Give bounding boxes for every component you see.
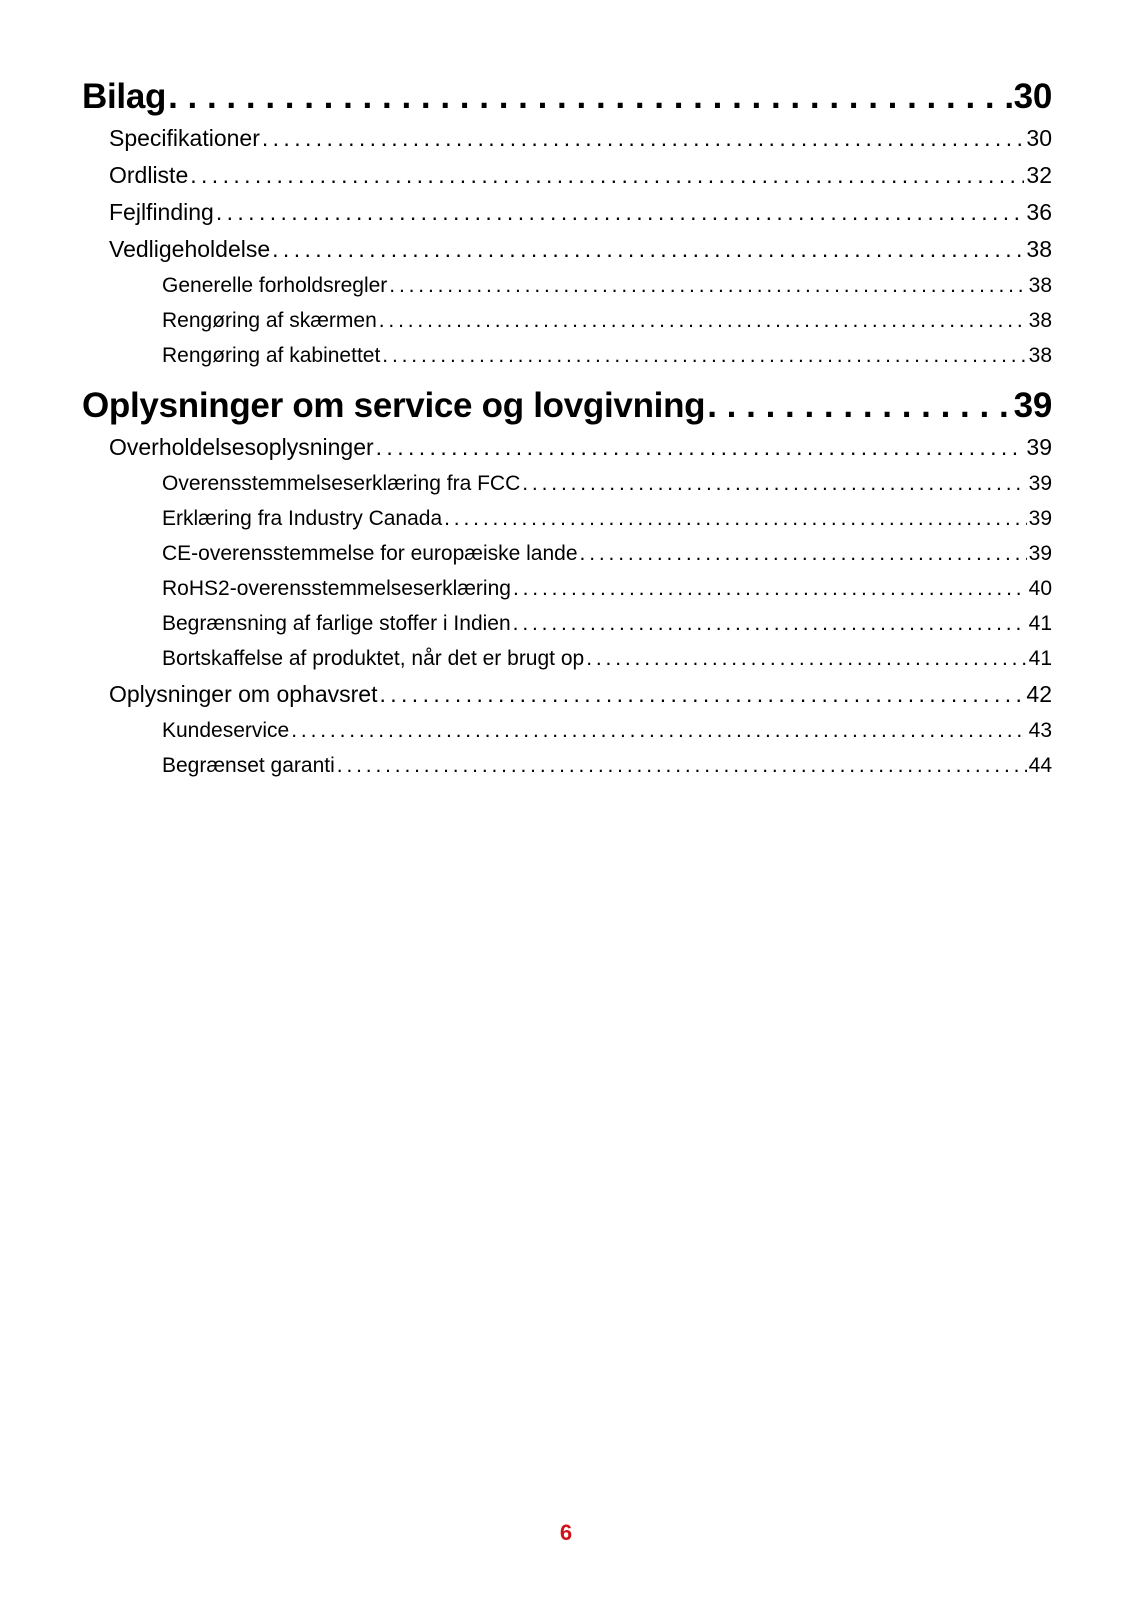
toc-entry-title: Specifikationer — [109, 125, 260, 151]
toc-entry-title: Rengøring af kabinettet — [162, 344, 381, 367]
dot-leader — [216, 194, 1025, 231]
toc-section[interactable] — [82, 231, 1052, 268]
toc-entry-page: 38 — [1028, 274, 1052, 297]
toc-entry-title: RoHS2-overensstemmelseserklæring — [162, 577, 511, 600]
toc-entry-page: 36 — [1026, 199, 1052, 225]
toc-entry-page: 39 — [1028, 472, 1052, 495]
toc-entry-page: 38 — [1026, 236, 1052, 262]
dot-leader — [379, 676, 1024, 713]
toc-entry-title: Bilag — [82, 77, 167, 116]
toc-subsection[interactable] — [82, 713, 1052, 748]
table-of-contents — [82, 74, 1052, 783]
dot-leader — [513, 606, 1027, 641]
toc-entry-page: 39 — [1026, 434, 1052, 460]
dot-leader — [379, 303, 1027, 338]
toc-entry-page: 38 — [1028, 309, 1052, 332]
toc-subsection[interactable] — [82, 466, 1052, 501]
toc-section[interactable] — [82, 120, 1052, 157]
dot-leader — [168, 74, 1012, 120]
dot-leader — [376, 429, 1025, 466]
dot-leader — [291, 713, 1026, 748]
dot-leader — [586, 641, 1026, 676]
toc-subsection[interactable] — [82, 571, 1052, 606]
toc-entry-page: 39 — [1028, 507, 1052, 530]
toc-entry-title: Generelle forholdsregler — [162, 274, 388, 297]
dot-leader — [580, 536, 1027, 571]
toc-subsection[interactable] — [82, 641, 1052, 676]
toc-entry-title: Overholdelsesoplysninger — [109, 434, 374, 460]
toc-subsection[interactable] — [82, 338, 1052, 373]
toc-section[interactable] — [82, 194, 1052, 231]
toc-entry-title: Vedligeholdelse — [109, 236, 271, 262]
toc-subsection[interactable] — [82, 748, 1052, 783]
page-number: 6 — [559, 1520, 573, 1545]
toc-chapter[interactable] — [82, 74, 1052, 120]
toc-entry-title: Begrænsning af farlige stoffer i Indien — [162, 612, 511, 635]
toc-entry-page: 38 — [1028, 344, 1052, 367]
toc-entry-title: Begrænset garanti — [162, 754, 335, 777]
toc-entry-page: 32 — [1026, 162, 1052, 188]
toc-entry-page: 39 — [1028, 542, 1052, 565]
toc-entry-page: 40 — [1028, 577, 1052, 600]
toc-entry-title: Oplysninger om service og lovgivning — [82, 386, 706, 425]
toc-entry-page: 43 — [1028, 719, 1052, 742]
toc-subsection[interactable] — [82, 268, 1052, 303]
toc-entry-page: 41 — [1028, 612, 1052, 635]
toc-entry-title: Oplysninger om ophavsret — [109, 681, 378, 707]
toc-subsection[interactable] — [82, 536, 1052, 571]
toc-entry-title: Ordliste — [109, 162, 189, 188]
toc-entry-title: Rengøring af skærmen — [162, 309, 377, 332]
toc-entry-page: 41 — [1028, 647, 1052, 670]
toc-entry-title: Bortskaffelse af produktet, når det er brugt op — [162, 647, 585, 670]
toc-subsection[interactable] — [82, 606, 1052, 641]
toc-entry-title: Fejlfinding — [109, 199, 214, 225]
dot-leader — [382, 338, 1026, 373]
toc-entry-page: 30 — [1026, 125, 1052, 151]
toc-section[interactable] — [82, 157, 1052, 194]
dot-leader — [190, 157, 1024, 194]
toc-entry-page: 30 — [1013, 77, 1052, 116]
toc-section[interactable] — [82, 676, 1052, 713]
dot-leader — [272, 231, 1024, 268]
toc-subsection[interactable] — [82, 303, 1052, 338]
toc-entry-title: CE-overensstemmelse for europæiske lande — [162, 542, 578, 565]
dot-leader — [522, 466, 1026, 501]
dot-leader — [262, 120, 1025, 157]
toc-entry-page: 39 — [1013, 386, 1052, 425]
toc-entry-page: 44 — [1028, 754, 1052, 777]
dot-leader — [707, 383, 1011, 429]
toc-section[interactable] — [82, 429, 1052, 466]
toc-entry-title: Overensstemmelseserklæring fra FCC — [162, 472, 521, 495]
toc-entry-title: Kundeservice — [162, 719, 290, 742]
dot-leader — [337, 748, 1027, 783]
dot-leader — [513, 571, 1027, 606]
dot-leader — [444, 501, 1027, 536]
dot-leader — [389, 268, 1026, 303]
toc-chapter[interactable] — [82, 383, 1052, 429]
toc-entry-title: Erklæring fra Industry Canada — [162, 507, 443, 530]
toc-subsection[interactable] — [82, 501, 1052, 536]
toc-entry-page: 42 — [1026, 681, 1052, 707]
